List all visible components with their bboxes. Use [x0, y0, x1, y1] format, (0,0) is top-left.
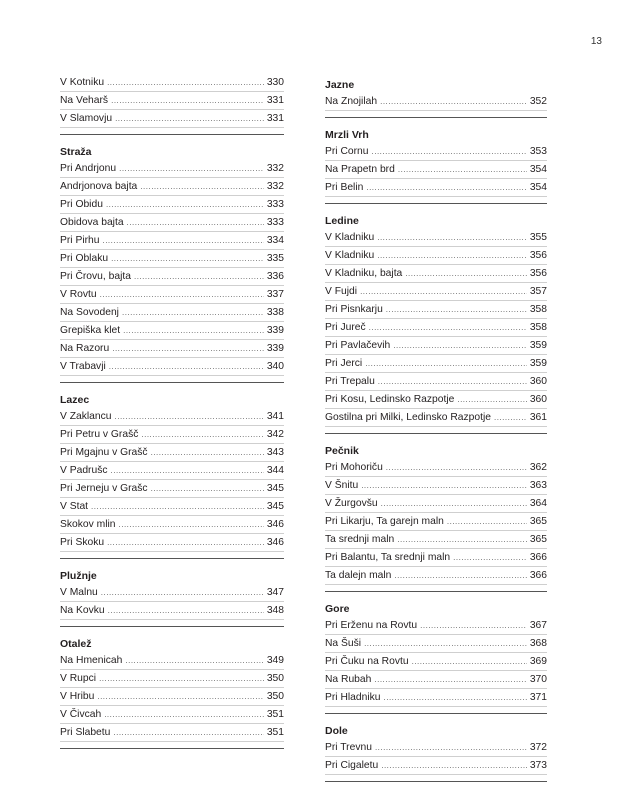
entry-page-number: 341	[266, 411, 284, 422]
dot-leader	[384, 689, 527, 706]
entry-name: Pri Cigaletu	[325, 760, 379, 771]
toc-entry[interactable]	[325, 671, 547, 689]
entry-name: Pri Belin	[325, 182, 364, 193]
entry-name: V Trabavji	[60, 361, 106, 372]
entry-name: Pri Pirhu	[60, 235, 100, 246]
section-divider	[325, 713, 547, 714]
toc-entry[interactable]	[60, 706, 284, 724]
toc-section	[60, 145, 284, 383]
section-title: Jazne	[325, 79, 355, 91]
toc-entry[interactable]	[325, 143, 547, 161]
toc-entry[interactable]	[60, 232, 284, 250]
entry-name: V Kladniku	[325, 250, 375, 261]
entry-name: Pri Hladniku	[325, 692, 381, 703]
entry-name: Pri Erženu na Rovtu	[325, 620, 418, 631]
dot-leader	[380, 93, 527, 110]
toc-entry[interactable]	[325, 635, 547, 653]
entry-page-number: 367	[529, 620, 547, 631]
toc-entry[interactable]	[60, 534, 284, 552]
toc-section	[325, 214, 547, 434]
entry-page-number: 373	[529, 760, 547, 771]
entry-page-number: 351	[266, 727, 284, 738]
dot-leader	[375, 739, 527, 756]
entry-page-number: 351	[266, 709, 284, 720]
entry-name: V Rovtu	[60, 289, 97, 300]
toc-entry[interactable]	[60, 670, 284, 688]
toc-entry[interactable]	[325, 513, 547, 531]
dot-leader	[106, 196, 264, 213]
entry-page-number: 342	[266, 429, 284, 440]
dot-leader	[394, 567, 526, 584]
toc-left-column	[60, 74, 284, 759]
entry-name: Pri Črovu, bajta	[60, 271, 131, 282]
toc-entry[interactable]	[60, 110, 284, 128]
dot-leader	[377, 229, 527, 246]
dot-leader	[122, 304, 264, 321]
entry-page-number: 352	[529, 96, 547, 107]
dot-leader	[119, 516, 264, 533]
dot-leader	[100, 286, 264, 303]
dot-leader	[398, 161, 527, 178]
toc-entry[interactable]	[325, 689, 547, 707]
toc-section	[325, 128, 547, 204]
entry-name: Pri Trepalu	[325, 376, 375, 387]
entry-name: V Padrušc	[60, 465, 108, 476]
toc-entry[interactable]	[60, 358, 284, 376]
section-title: Dole	[325, 725, 348, 737]
entry-name: Na Hmenicah	[60, 655, 123, 666]
entry-name: Ta dalejn maln	[325, 570, 392, 581]
entry-page-number: 354	[529, 164, 547, 175]
toc-entry[interactable]	[325, 567, 547, 585]
entry-name: V Kotniku	[60, 77, 105, 88]
dot-leader	[365, 355, 527, 372]
dot-leader	[372, 143, 527, 160]
dot-leader	[378, 373, 527, 390]
entry-name: Pri Skoku	[60, 537, 105, 548]
entry-page-number: 346	[266, 537, 284, 548]
entry-page-number: 345	[266, 483, 284, 494]
entry-name: Ta srednji maln	[325, 534, 395, 545]
dot-leader	[397, 531, 527, 548]
entry-page-number: 358	[529, 322, 547, 333]
entry-name: V Šnitu	[325, 480, 359, 491]
dot-leader	[374, 671, 526, 688]
toc-section	[325, 724, 547, 782]
dot-leader	[111, 92, 264, 109]
section-title: Lazec	[60, 394, 90, 406]
dot-leader	[111, 250, 264, 267]
toc-entry[interactable]	[60, 498, 284, 516]
section-divider	[60, 748, 284, 749]
dot-leader	[366, 179, 526, 196]
entry-name: Pri Jerci	[325, 358, 363, 369]
dot-leader	[141, 426, 263, 443]
entry-page-number: 333	[266, 217, 284, 228]
entry-page-number: 348	[266, 605, 284, 616]
dot-leader	[134, 268, 264, 285]
entry-name: Pri Mgajnu v Grašč	[60, 447, 148, 458]
entry-page-number: 372	[529, 742, 547, 753]
entry-name: Na Kovku	[60, 605, 105, 616]
entry-name: Grepiška klet	[60, 325, 121, 336]
entry-page-number: 338	[266, 307, 284, 318]
toc-entry[interactable]	[325, 337, 547, 355]
entry-name: Pri Jureč	[325, 322, 366, 333]
toc-right-column	[325, 74, 547, 792]
entry-page-number: 370	[529, 674, 547, 685]
dot-leader	[457, 391, 526, 408]
entry-page-number: 363	[529, 480, 547, 491]
entry-name: V Malnu	[60, 587, 98, 598]
toc-entry[interactable]	[325, 355, 547, 373]
entry-name: V Kladniku, bajta	[325, 268, 403, 279]
entry-name: Na Znojilah	[325, 96, 378, 107]
entry-page-number: 350	[266, 673, 284, 684]
dot-leader	[108, 602, 264, 619]
toc-entry[interactable]	[60, 304, 284, 322]
entry-page-number: 356	[529, 268, 547, 279]
dot-leader	[369, 319, 527, 336]
dot-leader	[113, 724, 263, 741]
toc-section	[60, 74, 284, 135]
entry-name: Pri Pisnkarju	[325, 304, 383, 315]
entry-name: Na Veharš	[60, 95, 109, 106]
toc-entry[interactable]	[325, 549, 547, 567]
dot-leader	[364, 635, 527, 652]
entry-page-number: 349	[266, 655, 284, 666]
dot-leader	[447, 513, 527, 530]
toc-entry[interactable]	[60, 286, 284, 304]
dot-leader	[111, 462, 264, 479]
entry-page-number: 365	[529, 534, 547, 545]
dot-leader	[91, 498, 264, 515]
dot-leader	[361, 477, 527, 494]
dot-leader	[97, 688, 263, 705]
entry-page-number: 331	[266, 113, 284, 124]
toc-entry[interactable]	[60, 584, 284, 602]
entry-name: Pri Kosu, Ledinsko Razpotje	[325, 394, 455, 405]
toc-entry[interactable]	[325, 319, 547, 337]
section-title: Plužnje	[60, 570, 97, 582]
entry-page-number: 362	[529, 462, 547, 473]
dot-leader	[494, 409, 527, 426]
entry-page-number: 332	[266, 181, 284, 192]
toc-entry[interactable]	[325, 739, 547, 757]
entry-page-number: 334	[266, 235, 284, 246]
toc-entry[interactable]	[325, 531, 547, 549]
entry-page-number: 339	[266, 325, 284, 336]
entry-name: Gostilna pri Milki, Ledinsko Razpotje	[325, 412, 491, 423]
toc-entry[interactable]	[60, 340, 284, 358]
entry-page-number: 332	[266, 163, 284, 174]
toc-entry[interactable]	[60, 268, 284, 286]
toc-section	[60, 637, 284, 749]
entry-name: Pri Balantu, Ta srednji maln	[325, 552, 451, 563]
section-title: Ledine	[325, 215, 359, 227]
toc-entry[interactable]	[325, 459, 547, 477]
entry-page-number: 366	[529, 570, 547, 581]
dot-leader	[112, 340, 264, 357]
dot-leader	[405, 265, 527, 282]
toc-section	[325, 444, 547, 592]
section-divider	[60, 134, 284, 135]
dot-leader	[151, 444, 264, 461]
entry-name: Pri Slabetu	[60, 727, 111, 738]
entry-page-number: 369	[529, 656, 547, 667]
section-title: Gore	[325, 603, 350, 615]
entry-name: Pri Andrjonu	[60, 163, 117, 174]
entry-name: Pri Obidu	[60, 199, 103, 210]
entry-name: Pri Oblaku	[60, 253, 109, 264]
entry-name: V Čivcah	[60, 709, 102, 720]
toc-entry[interactable]	[325, 301, 547, 319]
entry-name: Na Prapetn brd	[325, 164, 395, 175]
dot-leader	[420, 617, 527, 634]
toc-entry[interactable]	[325, 495, 547, 513]
dot-leader	[109, 358, 264, 375]
entry-page-number: 347	[266, 587, 284, 598]
entry-page-number: 350	[266, 691, 284, 702]
entry-page-number: 366	[529, 552, 547, 563]
entry-page-number: 371	[529, 692, 547, 703]
toc-entry[interactable]	[60, 426, 284, 444]
entry-page-number: 359	[529, 340, 547, 351]
dot-leader	[115, 408, 264, 425]
section-divider	[60, 626, 284, 627]
entry-page-number: 346	[266, 519, 284, 530]
entry-name: Obidova bajta	[60, 217, 124, 228]
entry-page-number: 345	[266, 501, 284, 512]
entry-page-number: 361	[529, 412, 547, 423]
entry-name: Na Rubah	[325, 674, 372, 685]
dot-leader	[125, 652, 263, 669]
section-divider	[325, 591, 547, 592]
entry-name: Pri Mohoriču	[325, 462, 383, 473]
dot-leader	[119, 160, 264, 177]
entry-page-number: 360	[529, 394, 547, 405]
entry-name: Na Razoru	[60, 343, 110, 354]
entry-page-number: 365	[529, 516, 547, 527]
entry-name: V Stat	[60, 501, 89, 512]
entry-name: Na Šuši	[325, 638, 362, 649]
dot-leader	[386, 459, 527, 476]
toc-entry[interactable]	[325, 93, 547, 111]
toc-entry[interactable]	[325, 373, 547, 391]
entry-page-number: 354	[529, 182, 547, 193]
section-title: Otalež	[60, 638, 92, 650]
toc-entry[interactable]	[325, 757, 547, 775]
entry-page-number: 331	[266, 95, 284, 106]
toc-entry[interactable]	[60, 214, 284, 232]
section-title: Pečnik	[325, 445, 359, 457]
toc-entry[interactable]	[325, 409, 547, 427]
toc-entry[interactable]	[325, 247, 547, 265]
entry-page-number: 368	[529, 638, 547, 649]
entry-name: Pri Pavlačevih	[325, 340, 391, 351]
dot-leader	[377, 247, 527, 264]
dot-leader	[381, 757, 527, 774]
toc-entry[interactable]	[325, 283, 547, 301]
toc-section	[325, 602, 547, 714]
toc-entry[interactable]	[60, 178, 284, 196]
entry-name: V Zaklancu	[60, 411, 112, 422]
toc-entry[interactable]	[325, 265, 547, 283]
entry-name: V Žurgovšu	[325, 498, 378, 509]
toc-entry[interactable]	[325, 477, 547, 495]
entry-name: V Rupci	[60, 673, 97, 684]
dot-leader	[107, 534, 264, 551]
dot-leader	[393, 337, 527, 354]
toc-entry[interactable]	[60, 92, 284, 110]
entry-page-number: 344	[266, 465, 284, 476]
entry-name: Pri Čuku na Rovtu	[325, 656, 409, 667]
toc-entry[interactable]	[60, 322, 284, 340]
dot-leader	[360, 283, 527, 300]
toc-section	[60, 569, 284, 627]
entry-page-number: 336	[266, 271, 284, 282]
entry-name: V Slamovju	[60, 113, 113, 124]
entry-name: Pri Petru v Grašč	[60, 429, 139, 440]
entry-name: V Hribu	[60, 691, 95, 702]
entry-page-number: 340	[266, 361, 284, 372]
dot-leader	[102, 232, 263, 249]
section-divider	[325, 433, 547, 434]
toc-entry[interactable]	[60, 160, 284, 178]
entry-name: Pri Likarju, Ta garejn maln	[325, 516, 444, 527]
entry-name: Skokov mlin	[60, 519, 116, 530]
dot-leader	[99, 670, 264, 687]
entry-page-number: 330	[266, 77, 284, 88]
entry-page-number: 335	[266, 253, 284, 264]
entry-name: V Fujdi	[325, 286, 358, 297]
dot-leader	[107, 74, 264, 91]
dot-leader	[381, 495, 527, 512]
toc-entry[interactable]	[60, 462, 284, 480]
dot-leader	[127, 214, 264, 231]
toc-entry[interactable]	[60, 444, 284, 462]
toc-entry[interactable]	[60, 652, 284, 670]
toc-entry[interactable]	[60, 74, 284, 92]
entry-name: Andrjonova bajta	[60, 181, 138, 192]
dot-leader	[386, 301, 527, 318]
section-title: Mrzli Vrh	[325, 129, 369, 141]
entry-page-number: 360	[529, 376, 547, 387]
toc-entry[interactable]	[325, 229, 547, 247]
toc-entry[interactable]	[60, 688, 284, 706]
entry-page-number: 357	[529, 286, 547, 297]
entry-page-number: 343	[266, 447, 284, 458]
toc-entry[interactable]	[325, 617, 547, 635]
toc-section	[325, 78, 547, 118]
toc-entry[interactable]	[325, 179, 547, 197]
entry-page-number: 364	[529, 498, 547, 509]
section-divider	[60, 382, 284, 383]
toc-entry[interactable]	[325, 653, 547, 671]
dot-leader	[123, 322, 264, 339]
toc-entry[interactable]	[60, 516, 284, 534]
entry-page-number: 353	[529, 146, 547, 157]
entry-page-number: 355	[529, 232, 547, 243]
dot-leader	[104, 706, 264, 723]
entry-page-number: 359	[529, 358, 547, 369]
toc-entry[interactable]	[60, 196, 284, 214]
section-divider	[325, 117, 547, 118]
entry-name: Na Sovodenj	[60, 307, 119, 318]
dot-leader	[412, 653, 527, 670]
entry-page-number: 358	[529, 304, 547, 315]
toc-entry[interactable]	[60, 602, 284, 620]
section-title: Straža	[60, 146, 92, 158]
entry-name: Pri Cornu	[325, 146, 369, 157]
entry-page-number: 333	[266, 199, 284, 210]
dot-leader	[140, 178, 264, 195]
toc-entry[interactable]	[60, 724, 284, 742]
entry-page-number: 337	[266, 289, 284, 300]
entry-page-number: 356	[529, 250, 547, 261]
toc-entry[interactable]	[60, 250, 284, 268]
section-divider	[325, 781, 547, 782]
entry-name: Pri Trevnu	[325, 742, 372, 753]
entry-page-number: 339	[266, 343, 284, 354]
toc-section	[60, 393, 284, 559]
page-number: 13	[590, 36, 602, 47]
section-divider	[60, 558, 284, 559]
entry-name: V Kladniku	[325, 232, 375, 243]
section-divider	[325, 203, 547, 204]
toc-entry[interactable]	[60, 480, 284, 498]
dot-leader	[453, 549, 527, 566]
toc-entry[interactable]	[325, 161, 547, 179]
dot-leader	[101, 584, 264, 601]
toc-entry[interactable]	[60, 408, 284, 426]
entry-name: Pri Jerneju v Grašc	[60, 483, 148, 494]
toc-entry[interactable]	[325, 391, 547, 409]
dot-leader	[115, 110, 264, 127]
dot-leader	[151, 480, 264, 497]
